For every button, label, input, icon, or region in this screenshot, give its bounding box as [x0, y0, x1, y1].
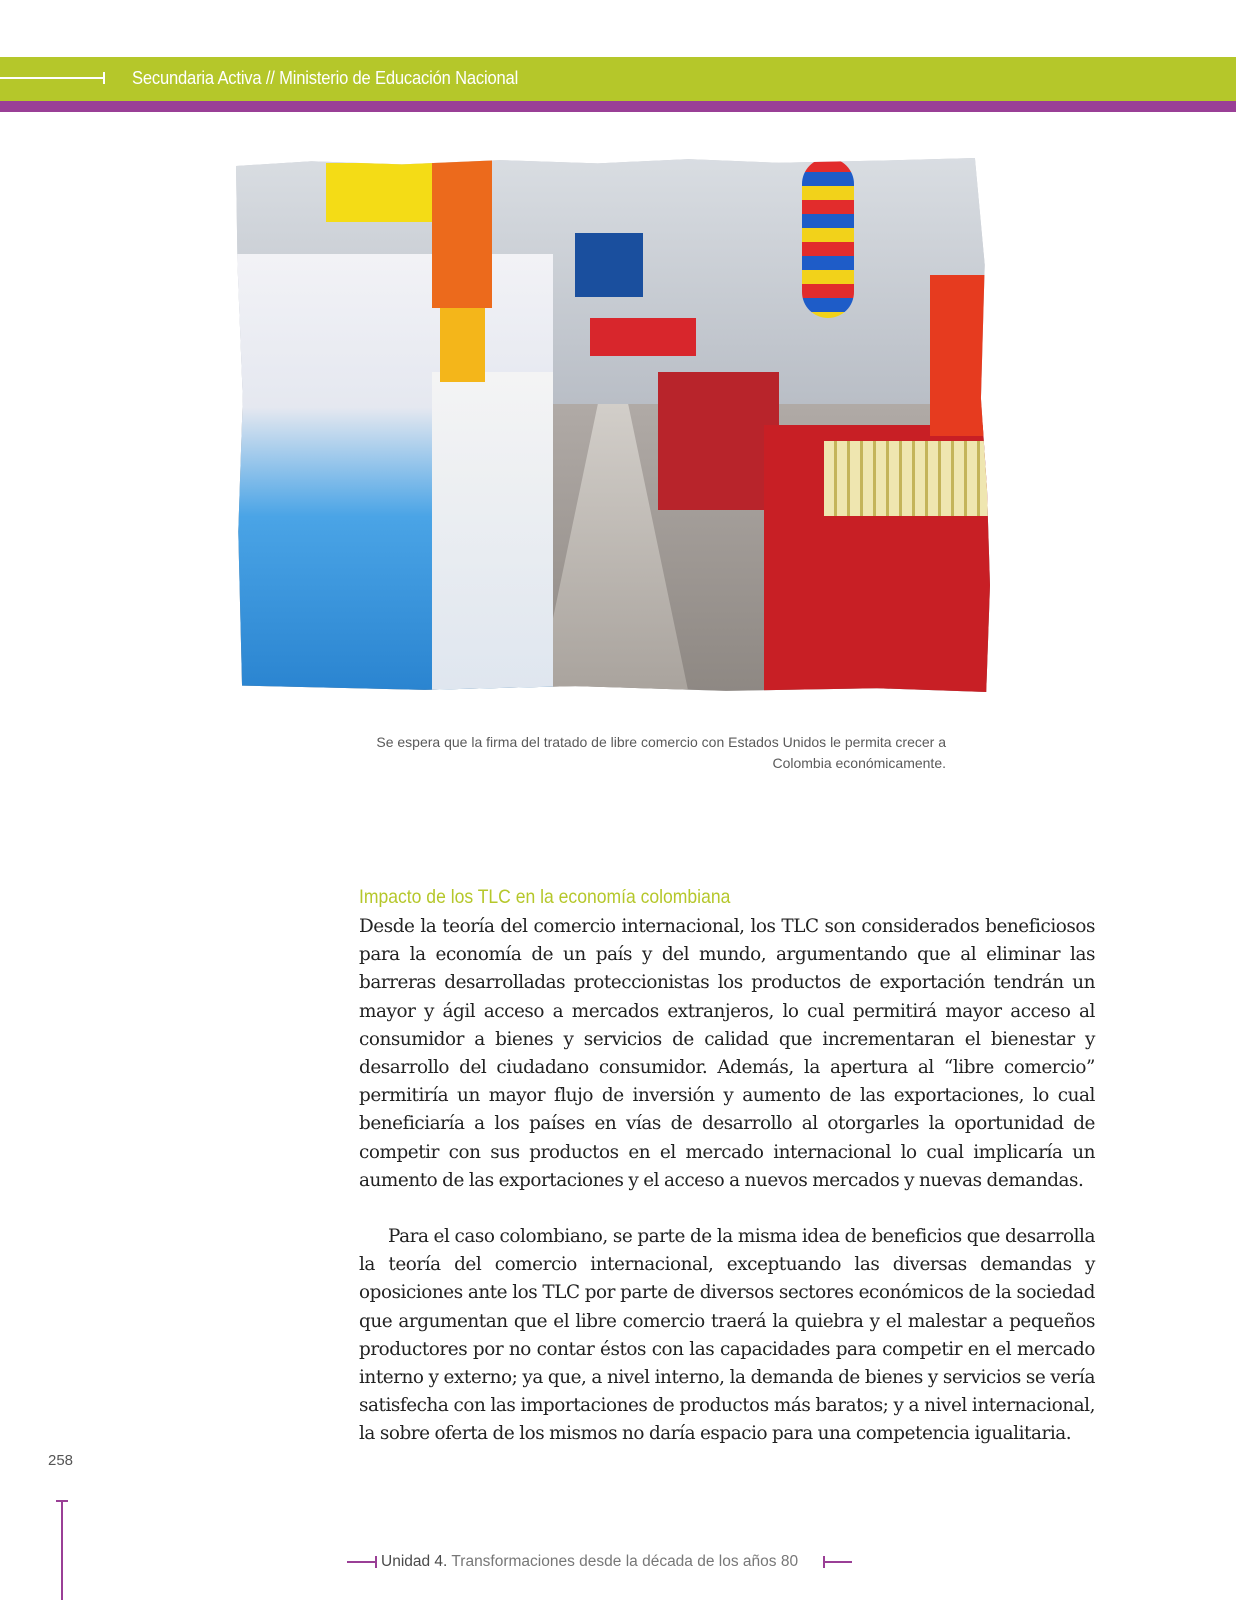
- header-rule-tick: [103, 72, 105, 84]
- photo-red-banner: [590, 318, 696, 355]
- paragraph-2: Para el caso colombiano, se parte de la misma idea de beneficios que desarrolla la teoría del comercio internacional, exceptuando las diversas demandas y oposiciones ante los TLC por parte de diversos sectores económicos de la sociedad que argumentan que el libre comercio traerá la quiebra y el malestar a pequeños productores por no contar éstos con las capacidades para competir en el mercado interno y externo; ya que, a nivel interno, la demanda de bienes y servicios se vería satisfecha con las importaciones de productos más baratos; y a nivel internacional, la sobre oferta de los mismos no daría espacio para una competencia igualitaria.: [359, 1226, 1095, 1445]
- page-number: 258: [48, 1452, 74, 1469]
- footer-unit-title: Transformaciones desde la década de los años 80: [451, 1553, 799, 1570]
- figure-caption: Se espera que la firma del tratado de libre comercio con Estados Unidos le permita crecer a Colombia económicamente.: [376, 734, 946, 771]
- header-title: Secundaria Activa // Ministerio de Educación Nacional: [132, 68, 519, 88]
- margin-rule: [61, 1501, 63, 1600]
- paragraph-1: Desde la teoría del comercio internacional, los TLC son considerados beneficiosos para la economía de un país y del mundo, argumentando que al eliminar las barreras desarrolladas proteccionistas los productos de exportación tendrán un mayor y ágil acceso a mercados extranjeros, lo cual permitirá mayor acceso al consumidor a bienes y servicios de calidad que incrementaran el bienestar y desarrollo del ciudadano consumidor. Además, la apertura al “libre comercio” permitiría un mayor flujo de inversión y aumento de las exportaciones, lo cual beneficiaría a los países en vías de desarrollo al otorgarles la oportunidad de competir con sus productos en el mercado internacional lo cual implicaría un aumento de las exportaciones y el acceso a nuevos mercados y nuevas demandas.: [359, 916, 1095, 1191]
- photo-offer-banner: [432, 158, 492, 308]
- photo-shelf-left-stack: [432, 372, 553, 692]
- footer-rule-left: [347, 1561, 376, 1563]
- footer-rule-right: [823, 1561, 852, 1563]
- footer-tick-left: [375, 1556, 377, 1568]
- photo-hanging-sign: [575, 233, 643, 297]
- photo-price-sign-small: [440, 308, 485, 383]
- photo-shelf-middle: [658, 372, 779, 511]
- photo-cans: [824, 441, 990, 516]
- footer-unit-label: Unidad 4.: [381, 1553, 448, 1570]
- supermarket-photo: [236, 158, 990, 692]
- header-stripe: [0, 101, 1236, 112]
- header-rule: [0, 77, 104, 79]
- photo-price-sign: [326, 163, 432, 222]
- photo-right-sign: [930, 275, 990, 435]
- photo-balloon-column: [802, 158, 855, 318]
- section-title: Impacto de los TLC en la economía colombiana: [359, 886, 731, 908]
- footer-unit: [381, 1551, 798, 1573]
